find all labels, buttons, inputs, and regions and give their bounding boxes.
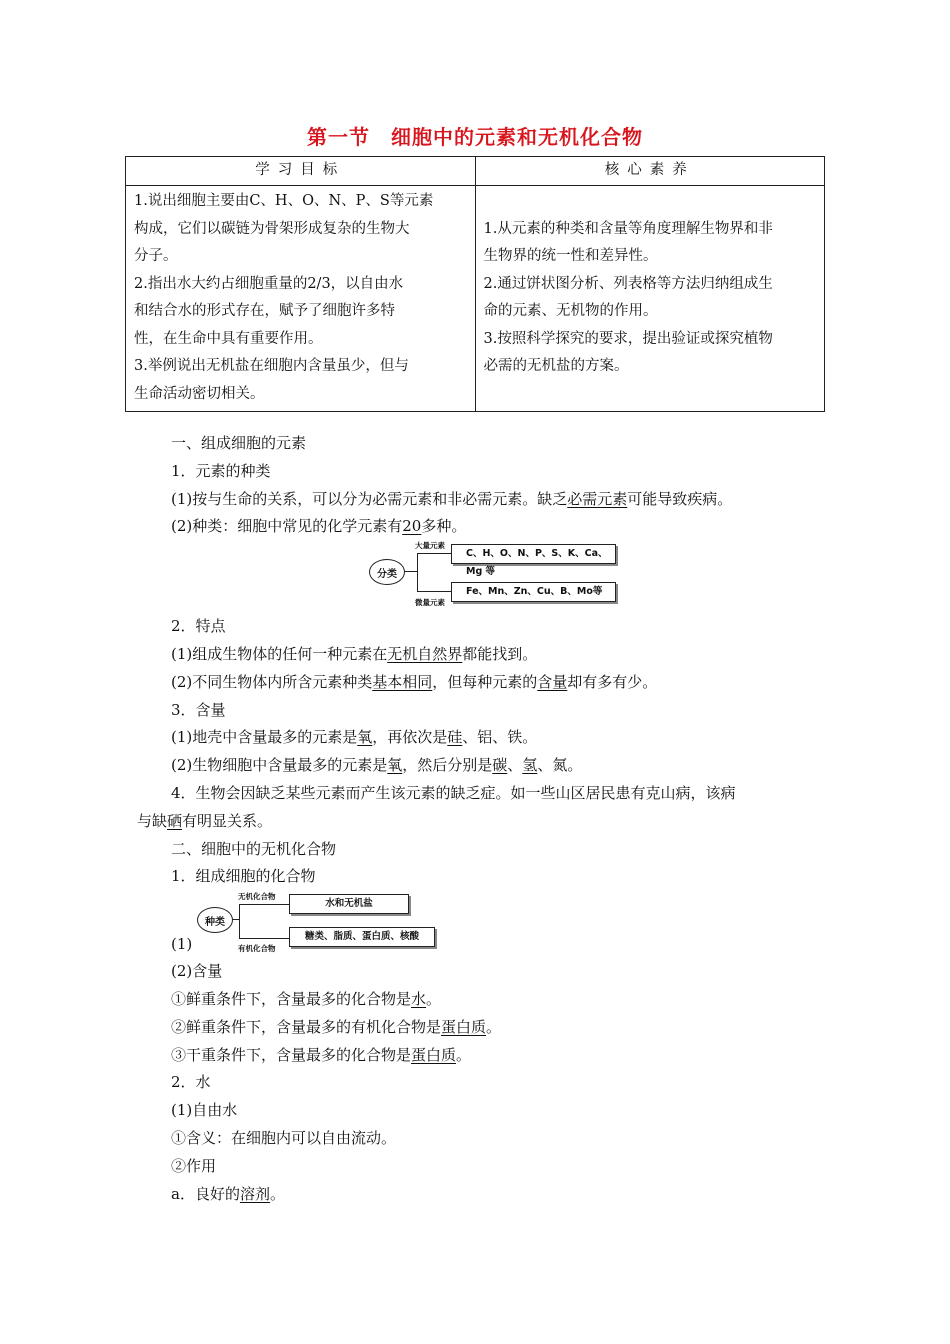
page-title: 第一节 细胞中的元素和无机化合物	[307, 125, 643, 149]
text: ②鲜重条件下，含量最多的有机化合物是	[171, 1017, 442, 1036]
answer-underline: 必需元素	[567, 489, 628, 508]
text: (2)不同生物体内所含元素种类	[171, 672, 373, 691]
text: 多种。	[421, 517, 467, 536]
section-heading: 二、细胞中的无机化合物	[171, 839, 337, 858]
organic-box: 糖类、脂质、蛋白质、核酸	[289, 927, 435, 947]
answer-underline: 水	[411, 989, 427, 1008]
goal-line: 构成，它们以碳链为骨架形成复杂的生物大	[134, 220, 410, 237]
text: 都能找到。	[462, 644, 538, 663]
goal-line: 性，在生命中具有重要作用。	[134, 330, 323, 347]
subheading: 2．特点	[171, 617, 226, 636]
text: (1)组成生物体的任何一种元素在	[171, 644, 388, 663]
goals-right-cell	[475, 185, 825, 411]
text: (1)地壳中含量最多的元素是	[171, 728, 358, 747]
text: 可能导致疾病。	[627, 489, 733, 508]
paragraph	[137, 513, 827, 541]
literacy-line: 1.从元素的种类和含量等角度理解生物界和非	[483, 220, 773, 237]
paragraph	[137, 641, 827, 669]
text: 。	[456, 1045, 472, 1064]
answer-underline: 氧	[387, 756, 403, 775]
answer-underline: 20	[402, 517, 422, 536]
goals-header-right: 核心素养	[475, 157, 825, 186]
paragraph	[137, 752, 827, 780]
text: 。	[269, 1184, 285, 1203]
goal-line: 1.说出细胞主要由C、H、O、N、P、S等元素	[134, 193, 434, 209]
text: 。	[486, 1017, 502, 1036]
literacy-line: 2.通过饼状图分析、列表格等方法归纳组成生	[483, 275, 773, 292]
micro-elements-box: Fe、Mn、Zn、Cu、B、Mo等	[451, 582, 616, 602]
subheading: 2．水	[171, 1073, 211, 1092]
text: ，但每种元素的	[432, 672, 538, 691]
goal-line: 生命活动密切相关。	[134, 385, 265, 402]
element-classification-diagram	[137, 541, 827, 607]
subheading: 3．含量	[171, 700, 226, 719]
paragraph	[137, 986, 827, 1014]
text: 、	[507, 756, 523, 775]
paragraph	[137, 724, 827, 752]
answer-underline: 无机自然界	[387, 644, 463, 663]
text: 、铝、铁。	[462, 728, 538, 747]
goals-header-left: 学习目标	[126, 157, 476, 186]
goal-line: 和结合水的形式存在，赋予了细胞许多特	[134, 303, 395, 319]
answer-underline: 硅	[447, 728, 463, 747]
answer-underline: 蛋白质	[411, 1045, 457, 1064]
text: 与缺	[137, 811, 168, 830]
text: (2)种类：细胞中常见的化学元素有	[171, 517, 403, 536]
answer-underline: 碳	[492, 756, 508, 775]
answer-underline: 氢	[522, 756, 538, 775]
goal-line: 分子。	[134, 248, 178, 264]
text: 。	[426, 989, 442, 1008]
subheading: 1．组成细胞的化合物	[171, 867, 316, 886]
literacy-line: 3.按照科学探究的要求，提出验证或探究植物	[483, 330, 773, 347]
paragraph	[137, 1181, 827, 1209]
micro-label: 微量元素	[415, 598, 445, 608]
text: ③干重条件下，含量最多的化合物是	[171, 1045, 412, 1064]
text: (2)生物细胞中含量最多的元素是	[171, 756, 388, 775]
paragraph	[137, 486, 827, 514]
goals-left-cell	[126, 185, 476, 411]
answer-underline: 溶剂	[239, 1184, 270, 1203]
text: a．良好的	[171, 1184, 240, 1203]
literacy-line: 生物界的统一性和差异性。	[483, 248, 658, 264]
goal-line: 2.指出水大约占细胞重量的2/3，以自由水	[134, 275, 404, 292]
paragraph	[137, 1014, 827, 1042]
text: ，然后分别是	[402, 756, 493, 775]
inorganic-label: 无机化合物	[238, 892, 276, 902]
macro-label: 大量元素	[415, 541, 445, 551]
text: 却有多有少。	[567, 672, 658, 691]
organic-label: 有机化合物	[238, 944, 276, 954]
paragraph: ①含义：在细胞内可以自由流动。	[171, 1128, 397, 1147]
paragraph	[137, 808, 827, 836]
classification-oval: 分类	[369, 559, 405, 585]
answer-underline: 基本相同	[372, 672, 433, 691]
goals-table	[125, 156, 825, 412]
paragraph: ②作用	[171, 1156, 217, 1175]
section-heading: 一、组成细胞的元素	[171, 434, 307, 452]
text: 、氮。	[537, 756, 583, 775]
paragraph	[137, 669, 827, 697]
main-content	[137, 430, 827, 1208]
answer-underline: 含量	[537, 672, 568, 691]
subheading: 1．元素的种类	[171, 461, 271, 480]
macro-elements-box: C、H、O、N、P、S、K、Ca、Mg 等	[451, 544, 616, 564]
text: ①鲜重条件下，含量最多的化合物是	[171, 989, 412, 1008]
literacy-line: 必需的无机盐的方案。	[483, 358, 629, 374]
paragraph: (1)自由水	[171, 1101, 238, 1120]
item-prefix: (1)	[171, 935, 193, 954]
answer-underline: 蛋白质	[441, 1017, 487, 1036]
text: ，再依次是	[372, 728, 448, 747]
goal-line: 3.举例说出无机盐在细胞内含量虽少，但与	[134, 358, 409, 374]
paragraph: (2)含量	[171, 962, 223, 981]
classification-oval: 种类	[197, 907, 233, 933]
answer-underline: 硒	[167, 811, 183, 830]
compound-classification-diagram	[137, 891, 827, 957]
paragraph: 4．生物会因缺乏某些元素而产生该元素的缺乏症。如一些山区居民患有克山病，该病	[171, 783, 736, 802]
answer-underline: 氧	[357, 728, 373, 747]
paragraph	[137, 1042, 827, 1070]
text: (1)按与生命的关系，可以分为必需元素和非必需元素。缺乏	[171, 489, 568, 508]
literacy-line: 命的元素、无机物的作用。	[483, 303, 658, 319]
text: 有明显关系。	[182, 811, 273, 830]
inorganic-box: 水和无机盐	[289, 894, 409, 914]
